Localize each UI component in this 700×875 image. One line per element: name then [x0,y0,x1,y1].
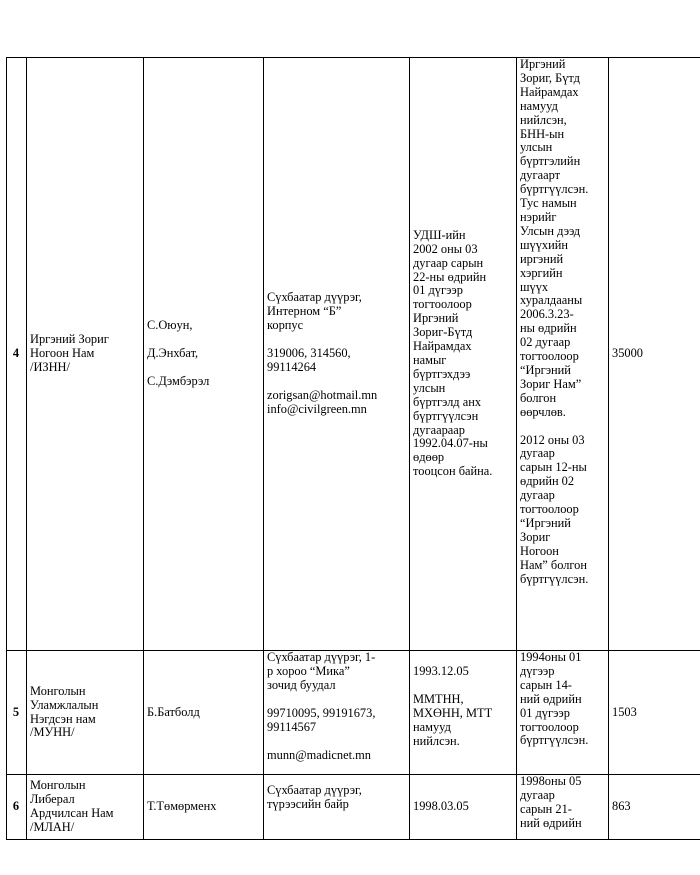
member-count: 863 [609,775,700,840]
row-number: 5 [7,651,27,775]
party-leaders [144,651,264,775]
party-name: Иргэний Зориг Ногоон Нам /ИЗНН/ [27,58,144,651]
address: Сүхбаатар дүүрэг, 1- р хороо “Мика” зочид буудал [267,650,376,692]
leader: Т.Төмөрменх [147,799,217,814]
registration-history [517,775,609,840]
emails: zorigsan@hotmail.mn info@civilgreen.mn [267,387,378,416]
registration-date: 1998.03.05 [410,775,517,840]
row-number: 4 [7,58,27,651]
party-contact [264,651,410,775]
leader: С.Оюун, [147,318,193,333]
history-note: 1998оны 05 дугаар сарын 21- ний өдрийн [520,774,582,830]
leader: С.Дэмбэрэл [147,373,210,388]
history-note: 1994оны 01 дүгээр сарын 14- ний өдрийн 01 дүгээр тогтоолоор бүртгүүлсэн. [520,650,589,748]
registration-date: 1993.12.05 [413,664,469,678]
party-name: Монголын Уламжлалын Нэгдсэн нам /МУНН/ [27,651,144,775]
party-contact [264,775,410,840]
leader: Д.Энхбат, [147,346,199,361]
address: Сүхбаатар дүүрэг, Интерном “Б” корпус [267,290,362,333]
table-row [7,775,700,840]
registration-note: ММТНН, МХӨНН, МТТ намууд нийлсэн. [413,691,493,748]
party-leaders [144,775,264,840]
registration-history [517,58,609,651]
party-registry-table [6,57,700,840]
member-count: 1503 [609,651,700,775]
leader: Б.Батболд [147,704,200,719]
history-note: Иргэний Зориг, Бүтд Найрамдах намууд нийлсэн, БНН-ын улсын бүртгэлийн дугаарт бүртгүүлсэн. Тус намын нэрийг Улсын дээд шүүхийн иргэний хэргийн шүүх хуралдааны 2006.3.23- ны өдрийн 02 дугаар тогтоолоор “Иргэний Зориг Нам” болгон өөрчлөв. [520,57,589,419]
phones: 319006, 314560, 99114264 [267,346,351,374]
registration-info [410,651,517,775]
party-leaders [144,58,264,651]
table-row [7,651,700,775]
emails: munn@madicnet.mn [267,747,371,762]
row-number: 6 [7,775,27,840]
table-row [7,58,700,651]
phones: 99710095, 99191673, 99114567 [267,705,376,734]
party-contact [264,58,410,651]
registration-history [517,651,609,775]
history-note: 2012 оны 03 дугаар сарын 12-ны өдрийн 02 дугаар тогтоолоор “Иргэний Зориг Ногоон Нам” болгон бүртгүүлсэн. [520,432,589,586]
address: Сүхбаатар дүүрэг, түрээсийн байр [267,783,362,811]
registration-info: УДШ-ийн 2002 оны 03 дугаар сарын 22-ны өдрийн 01 дүгээр тогтоолоор Иргэний Зориг-Бүтд Найрамдах намыг бүртгэхдээ улсын бүртгэлд анх бүртгүүлсэн дугаараар 1992.04.07-ны өдөөр тооцсон байна. [410,58,517,651]
party-name: Монголын Либерал Ардчилсан Нам /МЛАН/ [27,775,144,840]
member-count: 35000 [609,58,700,651]
